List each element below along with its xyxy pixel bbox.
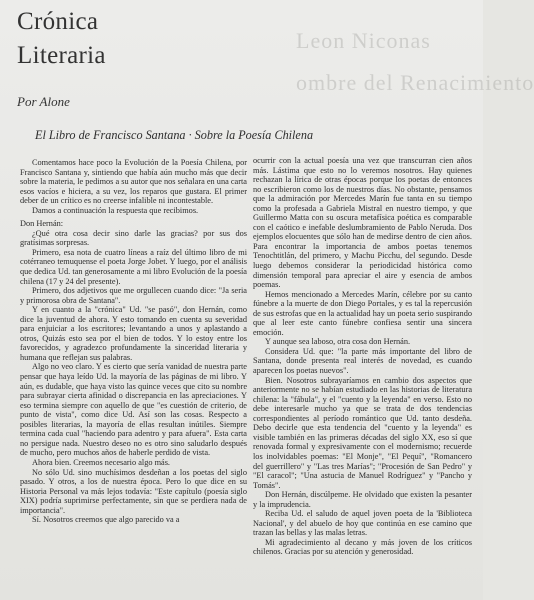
paragraph: Bien. Nosotros subrayaríamos en cambio dos aspectos que anteriormente no se habían estudiado en las historias de literatura chilena: la "fábula", y el "cuento y la leyenda" en verso. Esto no debe interesarle mucho ya que se trata de dos tendencias correspondientes al período romántico que Ud. tanto desdeña. Debo decirle que esta tendencia del "cuento y la leyenda" es visible también en las primeras décadas del siglo XX, eso sí que renovada formal y expresivamente con el modernismo; recuerde los inolvidables poemas: "El Monje", "El Pequí", "Romancero del guerrillero" y "Las tres Marías"; "Procesión de San Pedro" y "El caracol"; "Una astucia de Manuel Rodríguez" y "Pancho y Tomás". (253, 375, 472, 490)
article-subtitle: El Libro de Francisco Santana · Sobre la Poesía Chilena (35, 128, 314, 142)
paragraph: Sí. Nosotros creemos que algo parecido va a (32, 515, 180, 525)
left-column (20, 158, 247, 525)
paragraph: Reciba Ud. el saludo de aquel joven poeta de la 'Biblioteca Nacional', y del abuelo de hoy que continúa en ese camino que trazan las bellas y las malas letras. (253, 509, 472, 538)
paragraph: Hemos mencionado a Mercedes Marín, célebre por su canto fúnebre a la muerte de don Diego Portales, y es tal la repercusión de sus estrofas que en la actualidad hay un poeta serio suspirando que al leer este canto fúnebre confiesa sentir una sincera emoción. (253, 289, 472, 337)
paragraph: Ahora bien. Creemos necesario algo más. (32, 457, 171, 467)
salutation: Don Hernán: (20, 219, 64, 229)
paragraph: Mi agradecimiento al decano y más joven de los críticos chilenos. Gracias por su atención y generosidad. (253, 537, 472, 557)
paragraph: Comentamos hace poco la Evolución de la Poesía Chilena, por Francisco Santana y, sintiendo que había aún mucho más que decir sobre la materia, le pedimos a su autor que nos señalara en una carta esos vacíos e hiciera, a su vez, los reparos que gustara. El primer deber de un crítico es no creerse infalible ni incontestable. (20, 158, 247, 206)
paragraph: Y en cuanto a la "crónica" Ud. "se pasó", don Hernán, como dice la juventud de ahora. Y esto tomando en cuenta su severidad para enjuiciar a los escritores; levantando a unos y aplastando a otros, Quizás esto sea por el bien de todos. Y lo estoy entre los favorecidos, y agradezco profundamente la sinceridad literaria y humana que reflejan sus palabras. (20, 305, 247, 362)
paragraph: ¿Qué otra cosa decir sino darle las gracias? por sus dos gratísimas sorpresas. (20, 228, 247, 248)
paragraph: Primero, esa nota de cuatro líneas a raíz del último libro de mi cotérraneo temuquense el poeta Jorge Jobet. Y luego, por el análisis que dedica Ud. tan generosamente a mi libro Evolución de la poesía chilena (17 y 24 del presente). (20, 247, 247, 286)
paragraph: Don Hernán, discúlpeme. He olvidado que existen la pesanter y la imprudencia. (253, 490, 472, 509)
paragraph: Y aunque sea laboso, otra cosa don Hernán. (265, 337, 411, 347)
bleed-through-text: ombre del Renacimiento (296, 70, 534, 95)
bleed-through-text: Leon Niconas (296, 28, 431, 53)
paragraph: No sólo Ud. sino muchísimos desdeñan a los poetas del siglo pasado. Y otros, a los de nuestra época. Pero lo que dice en su Historia Personal va más lejos todavía: "Este capítulo (poesía siglo XIX) podría suprimirse perfectamente, sin que se perdiera nada de importancia". (20, 467, 247, 515)
paragraph: Primero, dos adjetivos que me orgullecen cuando dice: "Ja seria y primorosa obra de Santana". (20, 286, 247, 305)
paragraph: Considera Ud. que: "la parte más importante del libro de Santana, donde presenta real interés de novedad, es cuando aparecen los poetas nuevos". (253, 346, 472, 376)
title-line-2: Literaria (17, 42, 106, 69)
paragraph: ocurrir con la actual poesía una vez que transcurran cien años más. Lástima que esto no lo veremos nosotros. Hay quienes rechazan la lírica de otras épocas porque los poetas de entonces no escribieron como los de nuestros días. No obstante, pensamos que la admiración por Mercedes Marín fue tanta en su tiempo como la profesada a Gabriela Mistral en nuestro tiempo, y que Guillermo Matta con su oscura metafísica poética es comparable con el caótico e inefable deslumbramiento de Pablo Neruda. Dos ejemplos elocuentes que sólo han de medirse dentro de cien años. Para encontrar la importancia de ambos poetas tenemos Tenochtitlán, del primero, y Machu Picchu, del segundo. Desde luego debemos considerar la periodicidad histórica como dimensión temporal para apreciar el aire y esencia de ambos poemas. (253, 156, 472, 290)
right-column (253, 156, 472, 557)
author-byline: Por Alone (17, 94, 70, 109)
paragraph: Algo no veo claro. Y es cierto que sería vanidad de nuestra parte pensar que haya leído Ud. la mayoría de las páginas de mi libro. Y aún, es dudable, que haya visto las quince veces que cito su nombre para subrayar cierta afinidad o discrepancia en las apreciaciones. Y eso termina siempre con aquello de que "es cuestión de criterio, de punto de vista", como dice Ud. Así son las cosas. Respecto a posibles literarias, la mayoría de ellas resultan inútiles. Siempre termina cada cual "haciendo para adentro y para afuera". Esta carta no persigue nada. Nuestro deseo no es otro sino saludarlo después de mucho, pero muchos años de haberle perdido de vista. (20, 362, 247, 458)
paragraph: Damos a continuación la respuesta que recibimos. (32, 205, 199, 215)
title-line-1: Crónica (17, 8, 99, 35)
